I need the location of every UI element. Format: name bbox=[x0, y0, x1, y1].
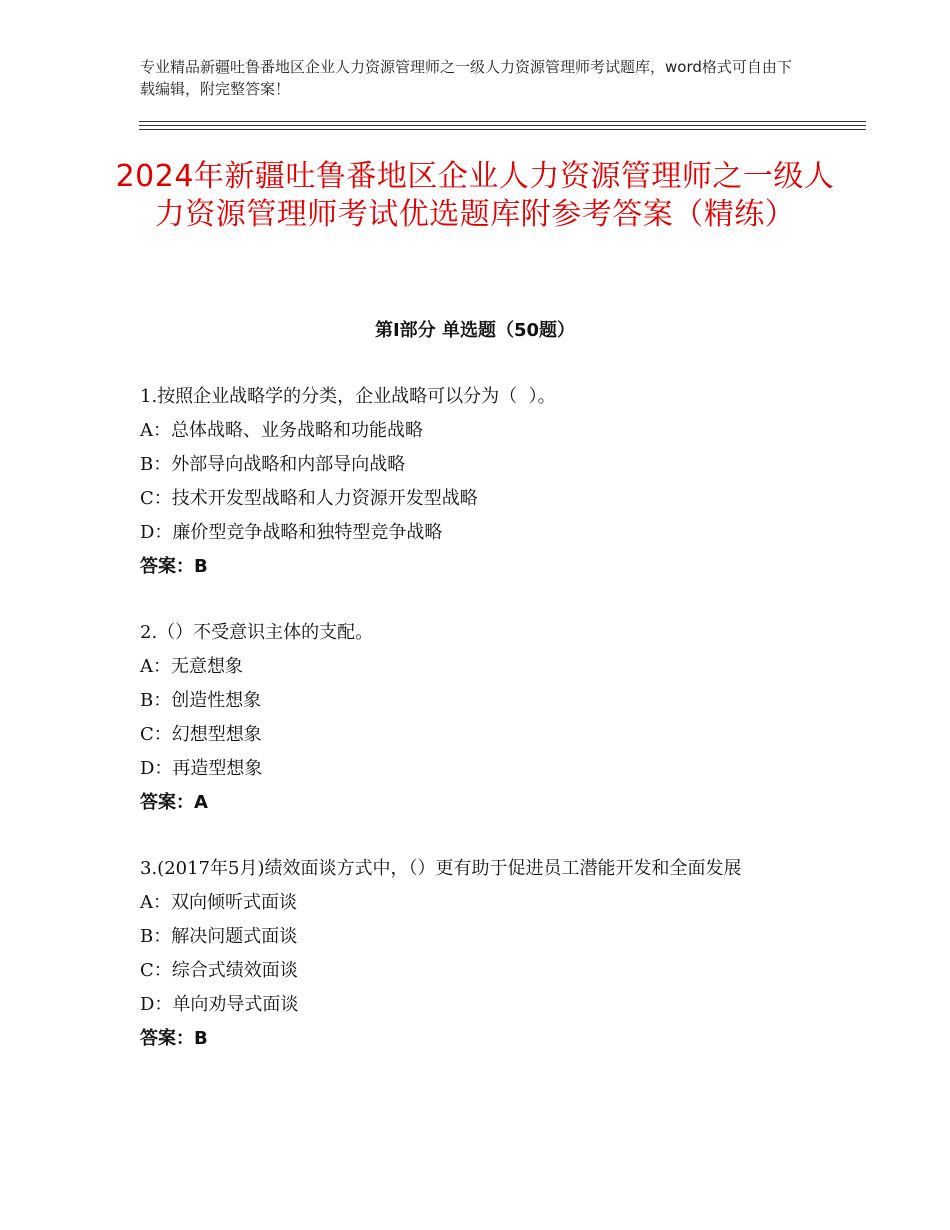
option-c: C：综合式绩效面谈 bbox=[140, 960, 298, 981]
option-d: D：单向劝导式面谈 bbox=[140, 994, 299, 1015]
option-b: B：外部导向战略和内部导向战略 bbox=[140, 454, 406, 475]
answer-line: 答案：B bbox=[140, 1028, 208, 1049]
option-a: A：无意想象 bbox=[140, 656, 243, 677]
header-divider-line bbox=[139, 125, 866, 126]
answer-line: 答案：A bbox=[140, 792, 208, 813]
section-title: 第Ⅰ部分 单选题（50题） bbox=[374, 320, 575, 341]
header-divider-line bbox=[139, 121, 866, 122]
question-item bbox=[140, 852, 820, 1056]
question-stem: 2.（）不受意识主体的支配。 bbox=[140, 622, 374, 643]
option-c: C：幻想型想象 bbox=[140, 724, 262, 745]
header-note: 专业精品新疆吐鲁番地区企业人力资源管理师之一级人力资源管理师考试题库，word格式可自由下载编辑，附完整答案！ bbox=[140, 58, 792, 98]
header-divider-line bbox=[139, 129, 866, 130]
answer-line: 答案：B bbox=[140, 556, 208, 577]
question-item bbox=[140, 616, 820, 820]
option-c: C：技术开发型战略和人力资源开发型战略 bbox=[140, 488, 478, 509]
question-list bbox=[140, 380, 820, 1088]
option-b: B：解决问题式面谈 bbox=[140, 926, 298, 947]
option-b: B：创造性想象 bbox=[140, 690, 262, 711]
option-a: A：双向倾听式面谈 bbox=[140, 892, 297, 913]
option-a: A：总体战略、业务战略和功能战略 bbox=[140, 420, 423, 441]
question-item bbox=[140, 380, 820, 584]
document-title: 2024年新疆吐鲁番地区企业人力资源管理师之一级人力资源管理师考试优选题库附参考答案（精练） bbox=[115, 159, 835, 232]
option-d: D：再造型想象 bbox=[140, 758, 263, 779]
question-stem: 3.(2017年5月)绩效面谈方式中，（）更有助于促进员工潜能开发和全面发展 bbox=[140, 858, 742, 879]
question-stem: 1.按照企业战略学的分类，企业战略可以分为（ ）。 bbox=[140, 386, 556, 407]
option-d: D：廉价型竞争战略和独特型竞争战略 bbox=[140, 522, 443, 543]
